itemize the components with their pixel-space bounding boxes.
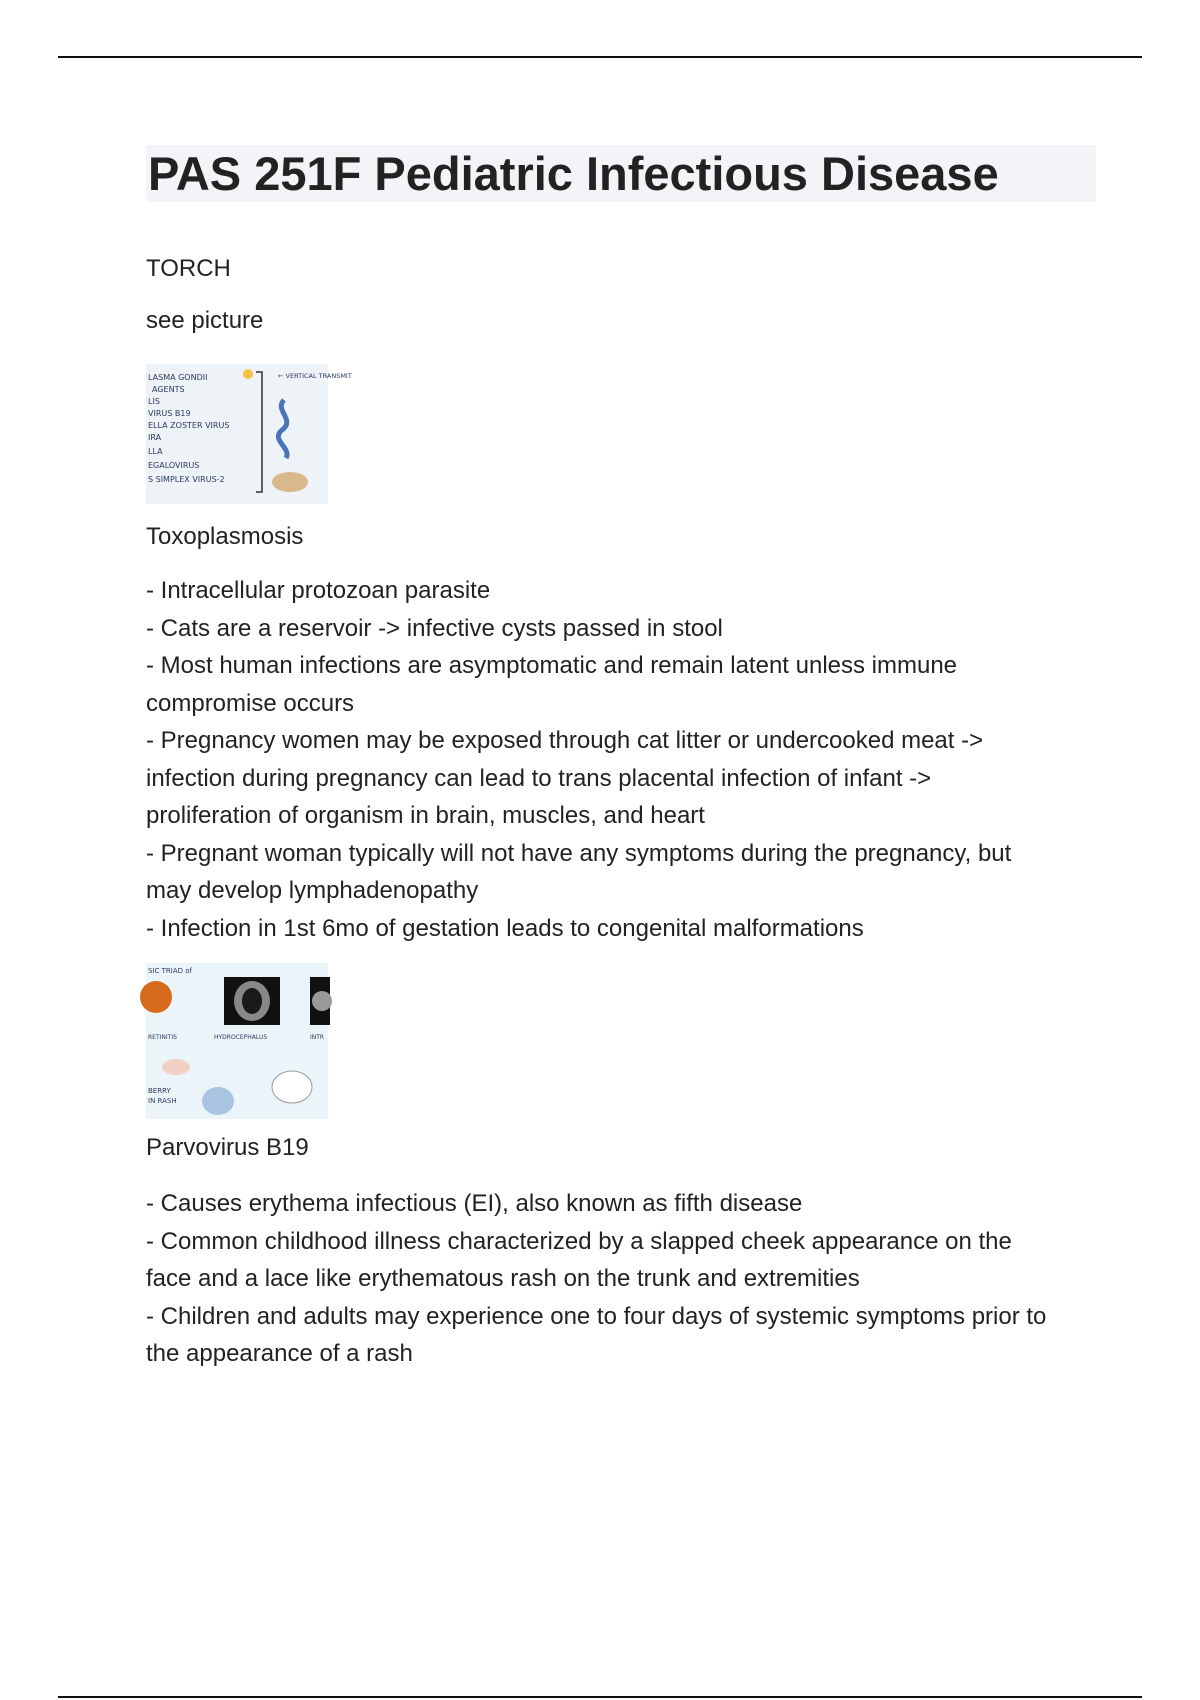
- list-item: may develop lymphadenopathy: [146, 877, 479, 904]
- placenta-shape: [272, 472, 308, 492]
- list-item: the appearance of a rash: [146, 1340, 413, 1367]
- top-rule: [58, 56, 1142, 58]
- list-item: proliferation of organism in brain, muscles, and heart: [146, 802, 705, 829]
- infant-shape: [202, 1087, 234, 1115]
- list-item: - Children and adults may experience one to four days of systemic symptoms prior to: [146, 1302, 1047, 1330]
- section-heading-parvovirus: Parvovirus B19: [146, 1134, 309, 1161]
- torch-img-label: EGALOVIRUS: [148, 461, 200, 470]
- infant-head-shape: [272, 1071, 312, 1103]
- torch-img-label: S SIMPLEX VIRUS-2: [148, 475, 225, 484]
- section-heading-torch: TORCH: [146, 255, 231, 282]
- torch-img-label: ← VERTICAL TRANSMIT: [278, 372, 352, 380]
- list-item: - Most human infections are asymptomatic and remain latent unless immune: [146, 652, 958, 679]
- page-title: PAS 251F Pediatric Infectious Disease: [146, 145, 1096, 202]
- retina-shape: [140, 981, 172, 1013]
- parvovirus-list: [146, 1185, 1096, 1373]
- bottom-rule: [58, 1696, 1142, 1698]
- document-body: [146, 145, 1096, 1389]
- list-item: face and a lace like erythematous rash on the trunk and extremities: [146, 1265, 860, 1292]
- list-item: - Common childhood illness characterized by a slapped cheek appearance on the: [146, 1227, 1012, 1255]
- list-item: - Infection in 1st 6mo of gestation leads to congenital malformations: [146, 914, 864, 942]
- section-heading-toxoplasmosis: Toxoplasmosis: [146, 523, 304, 550]
- list-item: - Intracellular protozoan parasite: [146, 577, 491, 604]
- toxo-img-label: IN RASH: [148, 1097, 177, 1105]
- toxo-img-label: INTR: [310, 1034, 325, 1041]
- toxo-img-label: RETINITIS: [148, 1034, 177, 1041]
- list-item: - Pregnant woman typically will not have any symptoms during the pregnancy, but: [146, 839, 1012, 867]
- torch-img-label: LASMA GONDII: [148, 373, 208, 382]
- list-item: - Pregnancy women may be exposed through cat litter or undercooked meat ->: [146, 727, 984, 754]
- toxo-img-label: SIC TRIAD of: [148, 967, 192, 975]
- toxo-img-label: HYDROCEPHALUS: [214, 1034, 268, 1041]
- list-item: compromise occurs: [146, 689, 355, 717]
- toxoplasmosis-triad-image: [146, 963, 328, 1119]
- star-icon: [243, 369, 253, 379]
- list-item: infection during pregnancy can lead to trans placental infection of infant ->: [146, 764, 932, 792]
- list-item: - Causes erythema infectious (EI), also known as fifth disease: [146, 1190, 803, 1217]
- torch-img-label: VIRUS B19: [148, 409, 191, 418]
- torch-diagram-image: [146, 364, 352, 504]
- torch-img-label: IRA: [148, 433, 162, 442]
- toxoplasmosis-list: [146, 572, 1096, 947]
- torch-note: see picture: [146, 307, 264, 334]
- toxo-img-label: BERRY: [148, 1087, 171, 1095]
- torch-img-label: LIS: [148, 397, 160, 406]
- torch-img-label: LLA: [148, 447, 163, 456]
- torch-img-label: AGENTS: [152, 385, 185, 394]
- torch-img-label: ELLA ZOSTER VIRUS: [148, 421, 230, 430]
- list-item: - Cats are a reservoir -> infective cysts passed in stool: [146, 614, 723, 642]
- infant-shape: [162, 1059, 190, 1075]
